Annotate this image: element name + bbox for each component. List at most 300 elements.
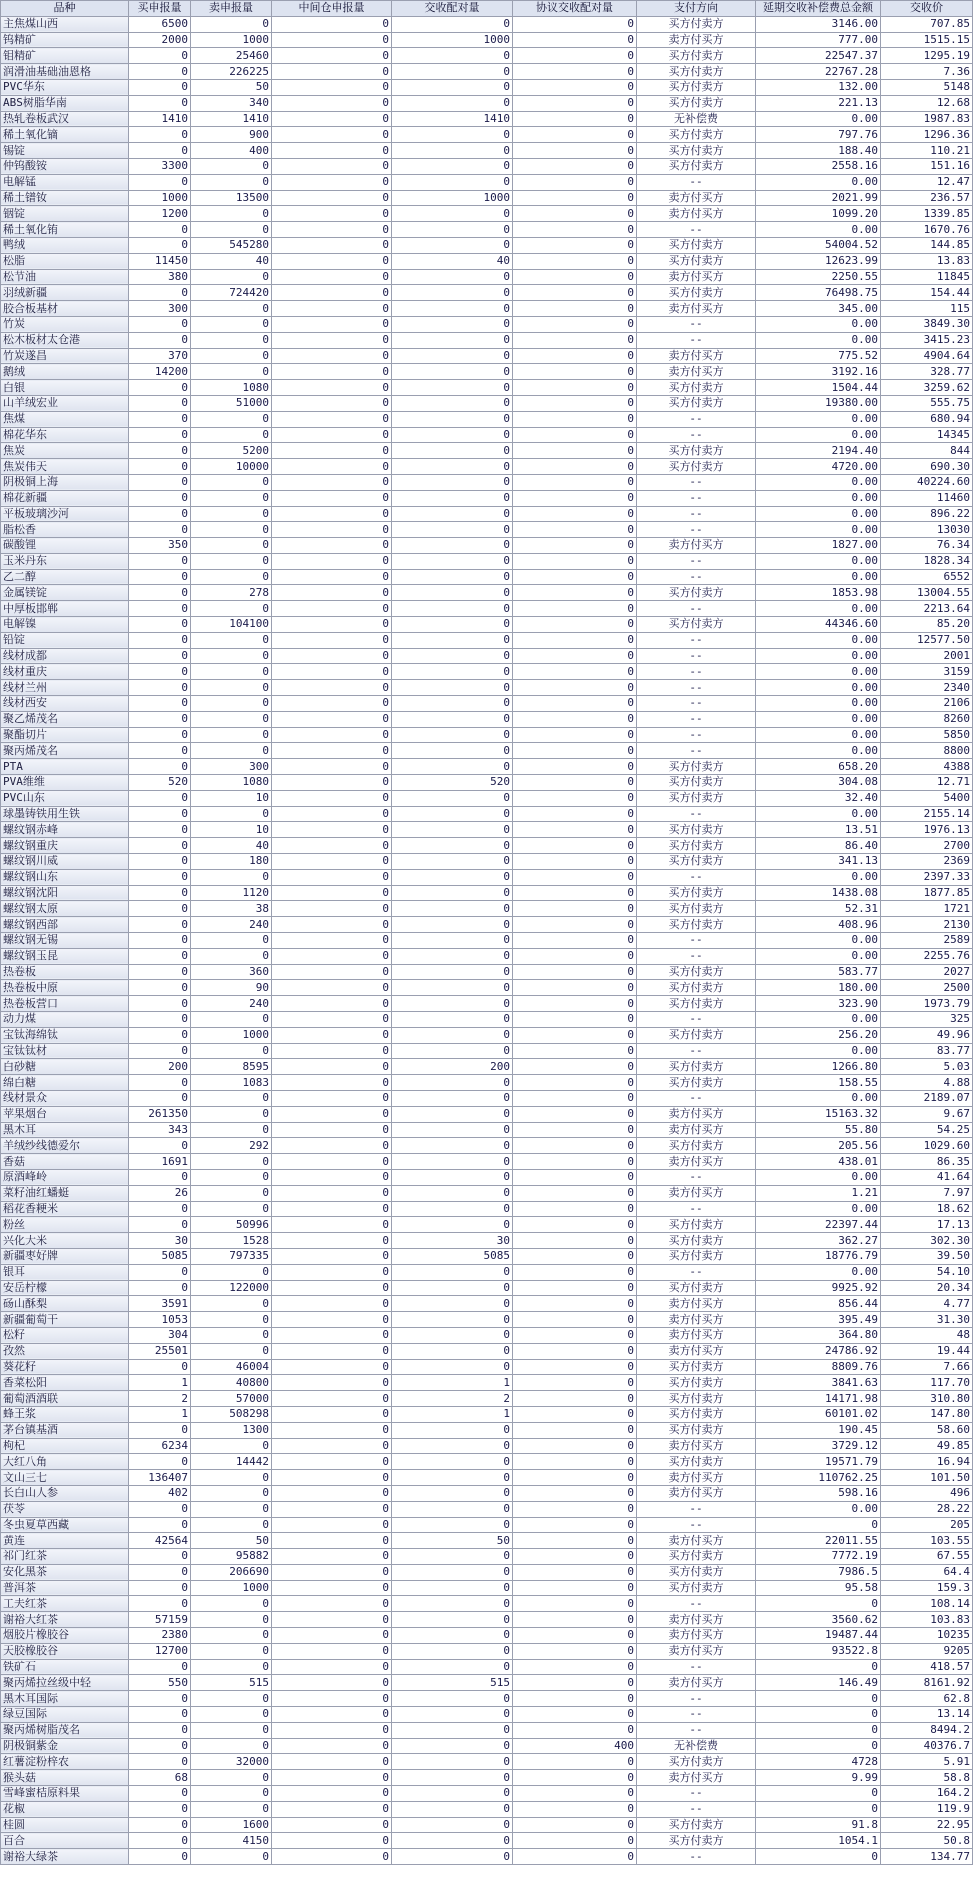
delivery-price-cell: 2106 [881,696,973,712]
compensation-total-cell: 0.00 [756,316,881,332]
compensation-total-cell: 0.00 [756,696,881,712]
table-row [1,775,973,791]
agreement-matched-qty-cell: 0 [513,775,637,791]
payment-direction-cell: 买方付卖方 [637,854,756,870]
matched-qty-cell: 0 [392,490,513,506]
buy-qty-cell: 0 [129,680,191,696]
variety-cell: 安岳柠檬 [1,1280,129,1296]
compensation-total-cell: 0.00 [756,1090,881,1106]
variety-cell: 热卷板中原 [1,980,129,996]
delivery-price-cell: 5850 [881,727,973,743]
delivery-price-cell: 151.16 [881,158,973,174]
buy-qty-cell: 0 [129,759,191,775]
delivery-price-cell: 2213.64 [881,601,973,617]
table-row [1,1090,973,1106]
agreement-matched-qty-cell: 0 [513,917,637,933]
table-row [1,95,973,111]
sell-qty-cell: 5200 [191,443,272,459]
table-row [1,1707,973,1723]
payment-direction-cell: -- [637,1801,756,1817]
compensation-total-cell: 19571.79 [756,1454,881,1470]
intermediate-qty-cell: 0 [272,696,392,712]
table-row [1,269,973,285]
variety-cell: 主焦煤山西 [1,16,129,32]
sell-qty-cell: 0 [191,332,272,348]
sell-qty-cell: 1000 [191,1027,272,1043]
table-row [1,1312,973,1328]
buy-qty-cell: 5085 [129,1248,191,1264]
table-row [1,1201,973,1217]
delivery-price-cell: 117.70 [881,1375,973,1391]
table-row [1,1012,973,1028]
payment-direction-cell: 买方付卖方 [637,1549,756,1565]
compensation-total-cell: 0.00 [756,664,881,680]
agreement-matched-qty-cell: 0 [513,1659,637,1675]
variety-cell: 粉丝 [1,1217,129,1233]
delivery-price-cell: 12.68 [881,95,973,111]
intermediate-qty-cell: 0 [272,490,392,506]
sell-qty-cell: 0 [191,664,272,680]
compensation-total-cell: 55.80 [756,1122,881,1138]
payment-direction-cell: 卖方付买方 [637,1343,756,1359]
variety-cell: 安化黑茶 [1,1564,129,1580]
table-row [1,443,973,459]
variety-cell: 香菇 [1,1154,129,1170]
table-row [1,1375,973,1391]
buy-qty-cell: 550 [129,1675,191,1691]
matched-qty-cell: 515 [392,1675,513,1691]
matched-qty-cell: 0 [392,222,513,238]
intermediate-qty-cell: 0 [272,1501,392,1517]
intermediate-qty-cell: 0 [272,1122,392,1138]
compensation-total-cell: 1.21 [756,1185,881,1201]
compensation-total-cell: 2558.16 [756,158,881,174]
delivery-price-cell: 328.77 [881,364,973,380]
payment-direction-cell: 买方付卖方 [637,79,756,95]
delivery-price-cell: 134.77 [881,1849,973,1865]
intermediate-qty-cell: 0 [272,790,392,806]
delivery-price-cell: 28.22 [881,1501,973,1517]
compensation-total-cell: 2021.99 [756,190,881,206]
sell-qty-cell: 0 [191,222,272,238]
variety-cell: PTA [1,759,129,775]
matched-qty-cell: 30 [392,1233,513,1249]
compensation-total-cell: 22547.37 [756,48,881,64]
delivery-price-cell: 1670.76 [881,222,973,238]
matched-qty-cell: 0 [392,332,513,348]
variety-cell: 百合 [1,1833,129,1849]
payment-direction-cell: 卖方付买方 [637,1770,756,1786]
intermediate-qty-cell: 0 [272,522,392,538]
buy-qty-cell: 0 [129,885,191,901]
agreement-matched-qty-cell: 0 [513,1059,637,1075]
payment-direction-cell: 买方付卖方 [637,1454,756,1470]
col-header-delivery-price: 交收价 [881,1,973,17]
intermediate-qty-cell: 0 [272,569,392,585]
variety-cell: 稀土氧化镝 [1,127,129,143]
variety-cell: 铅锭 [1,632,129,648]
payment-direction-cell: -- [637,711,756,727]
agreement-matched-qty-cell: 0 [513,1122,637,1138]
variety-cell: 竹炭遂昌 [1,348,129,364]
agreement-matched-qty-cell: 0 [513,1596,637,1612]
table-row [1,1327,973,1343]
intermediate-qty-cell: 0 [272,917,392,933]
table-row [1,111,973,127]
col-header-agreement-matched-qty: 协议交收配对量 [513,1,637,17]
matched-qty-cell: 200 [392,1059,513,1075]
buy-qty-cell: 0 [129,838,191,854]
compensation-total-cell: 14171.98 [756,1391,881,1407]
matched-qty-cell: 0 [392,1754,513,1770]
sell-qty-cell: 400 [191,143,272,159]
matched-qty-cell: 0 [392,395,513,411]
compensation-total-cell: 22011.55 [756,1533,881,1549]
matched-qty-cell: 0 [392,632,513,648]
intermediate-qty-cell: 0 [272,775,392,791]
buy-qty-cell: 0 [129,1422,191,1438]
variety-cell: 绵白糖 [1,1075,129,1091]
sell-qty-cell: 515 [191,1675,272,1691]
agreement-matched-qty-cell: 0 [513,1454,637,1470]
agreement-matched-qty-cell: 0 [513,1185,637,1201]
agreement-matched-qty-cell: 0 [513,1090,637,1106]
variety-cell: 热卷板 [1,964,129,980]
agreement-matched-qty-cell: 0 [513,1154,637,1170]
delivery-price-cell: 302.30 [881,1233,973,1249]
delivery-price-cell: 6552 [881,569,973,585]
payment-direction-cell: 买方付卖方 [637,459,756,475]
matched-qty-cell: 2 [392,1391,513,1407]
variety-cell: 鹅绒 [1,364,129,380]
variety-cell: 松节油 [1,269,129,285]
compensation-total-cell: 7986.5 [756,1564,881,1580]
buy-qty-cell: 6234 [129,1438,191,1454]
compensation-total-cell: 110762.25 [756,1470,881,1486]
payment-direction-cell: -- [637,1517,756,1533]
agreement-matched-qty-cell: 0 [513,948,637,964]
matched-qty-cell: 0 [392,127,513,143]
table-row [1,553,973,569]
intermediate-qty-cell: 0 [272,285,392,301]
payment-direction-cell: -- [637,316,756,332]
table-row [1,1406,973,1422]
intermediate-qty-cell: 0 [272,1596,392,1612]
agreement-matched-qty-cell: 0 [513,743,637,759]
buy-qty-cell: 42564 [129,1533,191,1549]
agreement-matched-qty-cell: 0 [513,253,637,269]
agreement-matched-qty-cell: 0 [513,1643,637,1659]
table-row [1,1833,973,1849]
buy-qty-cell: 300 [129,301,191,317]
table-row [1,1817,973,1833]
delivery-price-cell: 83.77 [881,1043,973,1059]
compensation-total-cell: 408.96 [756,917,881,933]
compensation-total-cell: 13.51 [756,822,881,838]
agreement-matched-qty-cell: 0 [513,806,637,822]
table-row [1,885,973,901]
matched-qty-cell: 0 [392,1817,513,1833]
buy-qty-cell: 0 [129,933,191,949]
buy-qty-cell: 0 [129,522,191,538]
sell-qty-cell: 25460 [191,48,272,64]
agreement-matched-qty-cell: 0 [513,869,637,885]
intermediate-qty-cell: 0 [272,1422,392,1438]
sell-qty-cell: 0 [191,158,272,174]
matched-qty-cell: 0 [392,917,513,933]
agreement-matched-qty-cell: 0 [513,474,637,490]
variety-cell: 螺纹钢西部 [1,917,129,933]
table-row [1,790,973,806]
payment-direction-cell: 买方付卖方 [637,1233,756,1249]
agreement-matched-qty-cell: 0 [513,16,637,32]
sell-qty-cell: 40 [191,253,272,269]
intermediate-qty-cell: 0 [272,1675,392,1691]
table-row [1,1391,973,1407]
table-row [1,854,973,870]
delivery-price-cell: 4904.64 [881,348,973,364]
table-row [1,1059,973,1075]
variety-cell: 胶合板基材 [1,301,129,317]
compensation-total-cell: 0.00 [756,1264,881,1280]
compensation-total-cell: 0.00 [756,1169,881,1185]
buy-qty-cell: 0 [129,1549,191,1565]
compensation-total-cell: 323.90 [756,996,881,1012]
agreement-matched-qty-cell: 0 [513,901,637,917]
agreement-matched-qty-cell: 0 [513,190,637,206]
intermediate-qty-cell: 0 [272,980,392,996]
payment-direction-cell: -- [637,427,756,443]
payment-direction-cell: -- [637,490,756,506]
delivery-price-cell: 5.91 [881,1754,973,1770]
intermediate-qty-cell: 0 [272,1628,392,1644]
compensation-total-cell: 362.27 [756,1233,881,1249]
variety-cell: 羊绒纱线德爱尔 [1,1138,129,1154]
variety-cell: 焦煤 [1,411,129,427]
buy-qty-cell: 304 [129,1327,191,1343]
intermediate-qty-cell: 0 [272,301,392,317]
matched-qty-cell: 0 [392,48,513,64]
col-header-intermediate-qty: 中间仓申报量 [272,1,392,17]
agreement-matched-qty-cell: 0 [513,1391,637,1407]
matched-qty-cell: 0 [392,1801,513,1817]
buy-qty-cell: 0 [129,601,191,617]
variety-cell: 苹果烟台 [1,1106,129,1122]
variety-cell: 黄连 [1,1533,129,1549]
delivery-price-cell: 40376.7 [881,1738,973,1754]
delivery-price-cell: 2397.33 [881,869,973,885]
agreement-matched-qty-cell: 0 [513,680,637,696]
delivery-price-cell: 39.50 [881,1248,973,1264]
table-row [1,237,973,253]
table-row [1,1154,973,1170]
sell-qty-cell: 0 [191,727,272,743]
compensation-total-cell: 86.40 [756,838,881,854]
compensation-total-cell: 12623.99 [756,253,881,269]
table-row [1,1217,973,1233]
compensation-total-cell: 0.00 [756,427,881,443]
variety-cell: 棉花新疆 [1,490,129,506]
intermediate-qty-cell: 0 [272,1801,392,1817]
matched-qty-cell: 0 [392,1027,513,1043]
compensation-total-cell: 1438.08 [756,885,881,901]
agreement-matched-qty-cell: 0 [513,48,637,64]
sell-qty-cell: 0 [191,1312,272,1328]
delivery-price-cell: 5400 [881,790,973,806]
compensation-total-cell: 438.01 [756,1154,881,1170]
payment-direction-cell: 买方付卖方 [637,1833,756,1849]
variety-cell: 蜂王浆 [1,1406,129,1422]
delivery-price-cell: 41.64 [881,1169,973,1185]
agreement-matched-qty-cell: 0 [513,95,637,111]
variety-cell: 黑木耳国际 [1,1691,129,1707]
intermediate-qty-cell: 0 [272,1406,392,1422]
payment-direction-cell: 卖方付买方 [637,364,756,380]
buy-qty-cell: 1053 [129,1312,191,1328]
delivery-price-cell: 103.55 [881,1533,973,1549]
delivery-price-cell: 12.47 [881,174,973,190]
payment-direction-cell: 买方付卖方 [637,917,756,933]
sell-qty-cell: 0 [191,1517,272,1533]
payment-direction-cell: 买方付卖方 [637,1059,756,1075]
intermediate-qty-cell: 0 [272,1154,392,1170]
matched-qty-cell: 0 [392,696,513,712]
agreement-matched-qty-cell: 0 [513,206,637,222]
agreement-matched-qty-cell: 0 [513,727,637,743]
variety-cell: 松木板材太仓港 [1,332,129,348]
agreement-matched-qty-cell: 0 [513,1312,637,1328]
matched-qty-cell: 0 [392,585,513,601]
matched-qty-cell: 1000 [392,190,513,206]
delivery-price-cell: 3159 [881,664,973,680]
table-row [1,838,973,854]
sell-qty-cell: 0 [191,1090,272,1106]
intermediate-qty-cell: 0 [272,617,392,633]
sell-qty-cell: 0 [191,1707,272,1723]
intermediate-qty-cell: 0 [272,411,392,427]
delivery-price-cell: 1828.34 [881,553,973,569]
sell-qty-cell: 508298 [191,1406,272,1422]
agreement-matched-qty-cell: 0 [513,1027,637,1043]
table-row [1,743,973,759]
payment-direction-cell: 买方付卖方 [637,617,756,633]
agreement-matched-qty-cell: 0 [513,854,637,870]
payment-direction-cell: 卖方付买方 [637,1675,756,1691]
table-row [1,1675,973,1691]
compensation-total-cell: 19380.00 [756,395,881,411]
intermediate-qty-cell: 0 [272,1833,392,1849]
payment-direction-cell: -- [637,1201,756,1217]
matched-qty-cell: 0 [392,1738,513,1754]
agreement-matched-qty-cell: 0 [513,648,637,664]
agreement-matched-qty-cell: 0 [513,696,637,712]
agreement-matched-qty-cell: 0 [513,1628,637,1644]
agreement-matched-qty-cell: 0 [513,506,637,522]
table-row [1,1786,973,1802]
variety-cell: 花椒 [1,1801,129,1817]
sell-qty-cell: 1528 [191,1233,272,1249]
payment-direction-cell: -- [637,1264,756,1280]
table-row [1,490,973,506]
agreement-matched-qty-cell: 0 [513,1359,637,1375]
matched-qty-cell: 0 [392,869,513,885]
intermediate-qty-cell: 0 [272,364,392,380]
matched-qty-cell: 0 [392,1043,513,1059]
delivery-price-cell: 3259.62 [881,380,973,396]
payment-direction-cell: 买方付卖方 [637,838,756,854]
table-row [1,206,973,222]
sell-qty-cell: 0 [191,869,272,885]
variety-cell: 普洱茶 [1,1580,129,1596]
table-row [1,1122,973,1138]
agreement-matched-qty-cell: 0 [513,1012,637,1028]
buy-qty-cell: 12700 [129,1643,191,1659]
sell-qty-cell: 0 [191,1169,272,1185]
variety-cell: 鸭绒 [1,237,129,253]
delivery-price-cell: 9205 [881,1643,973,1659]
buy-qty-cell: 0 [129,79,191,95]
matched-qty-cell: 0 [392,601,513,617]
sell-qty-cell: 0 [191,1770,272,1786]
payment-direction-cell: 卖方付买方 [637,1327,756,1343]
intermediate-qty-cell: 0 [272,1786,392,1802]
table-row [1,48,973,64]
variety-cell: 长白山人参 [1,1485,129,1501]
delivery-price-cell: 680.94 [881,411,973,427]
delivery-price-cell: 58.60 [881,1422,973,1438]
intermediate-qty-cell: 0 [272,1312,392,1328]
intermediate-qty-cell: 0 [272,190,392,206]
table-row [1,1485,973,1501]
delivery-price-cell: 49.85 [881,1438,973,1454]
sell-qty-cell: 0 [191,206,272,222]
intermediate-qty-cell: 0 [272,1090,392,1106]
variety-cell: 葵花籽 [1,1359,129,1375]
variety-cell: 线材成都 [1,648,129,664]
buy-qty-cell: 0 [129,506,191,522]
buy-qty-cell: 0 [129,964,191,980]
compensation-total-cell: 0.00 [756,680,881,696]
intermediate-qty-cell: 0 [272,1217,392,1233]
delivery-price-cell: 325 [881,1012,973,1028]
agreement-matched-qty-cell: 0 [513,1470,637,1486]
sell-qty-cell: 1000 [191,1580,272,1596]
table-row [1,1596,973,1612]
compensation-total-cell: 32.40 [756,790,881,806]
intermediate-qty-cell: 0 [272,1438,392,1454]
compensation-total-cell: 54004.52 [756,237,881,253]
intermediate-qty-cell: 0 [272,869,392,885]
matched-qty-cell: 0 [392,1659,513,1675]
sell-qty-cell: 0 [191,1801,272,1817]
delivery-price-cell: 17.13 [881,1217,973,1233]
buy-qty-cell: 0 [129,901,191,917]
intermediate-qty-cell: 0 [272,1359,392,1375]
compensation-total-cell: 0.00 [756,743,881,759]
variety-cell: 茯苓 [1,1501,129,1517]
intermediate-qty-cell: 0 [272,427,392,443]
table-row [1,1248,973,1264]
payment-direction-cell: 卖方付买方 [637,348,756,364]
compensation-total-cell: 9.99 [756,1770,881,1786]
table-row [1,1612,973,1628]
sell-qty-cell: 40800 [191,1375,272,1391]
buy-qty-cell: 0 [129,1754,191,1770]
matched-qty-cell: 0 [392,411,513,427]
variety-cell: 宝钛钛材 [1,1043,129,1059]
matched-qty-cell: 0 [392,1090,513,1106]
variety-cell: 螺纹钢山东 [1,869,129,885]
